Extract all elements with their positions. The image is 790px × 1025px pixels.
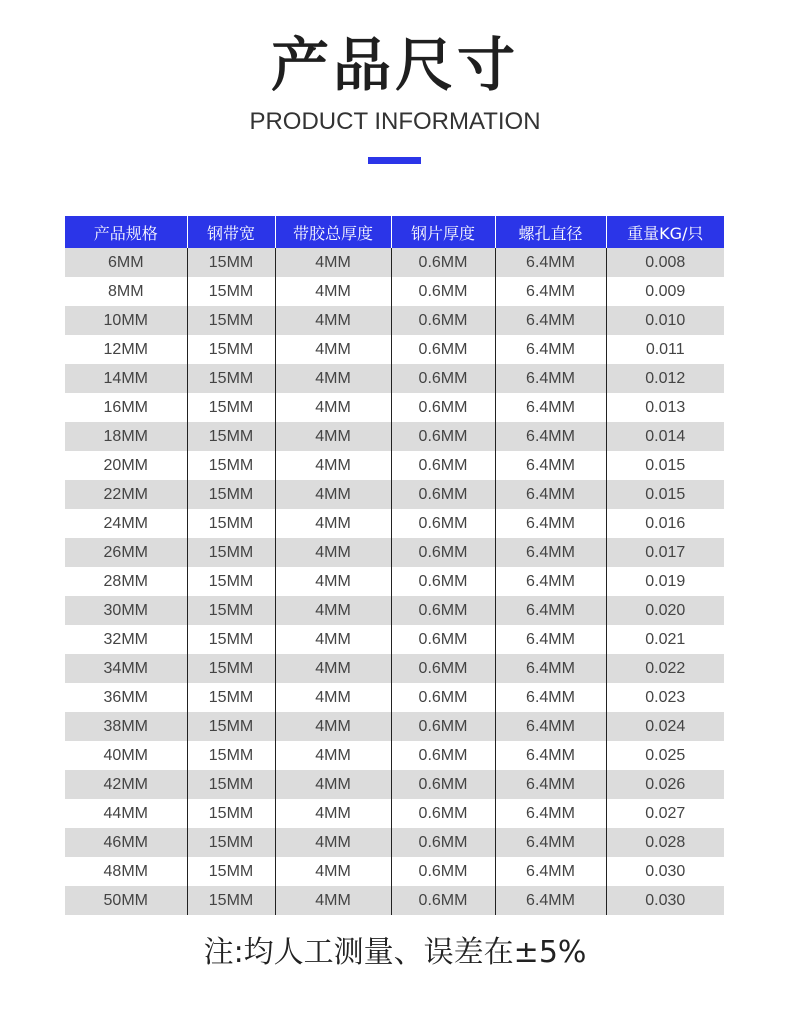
table-row: [65, 683, 724, 712]
table-cell: 16MM: [65, 393, 187, 422]
table-cell: 6.4MM: [495, 422, 606, 451]
table-row: [65, 422, 724, 451]
table-cell: 6.4MM: [495, 480, 606, 509]
table-cell: 0.6MM: [391, 306, 495, 335]
table-cell: 42MM: [65, 770, 187, 799]
table-cell: 0.015: [606, 451, 724, 480]
table-cell: 0.6MM: [391, 509, 495, 538]
column-header: 钢带宽: [187, 216, 275, 248]
table-row: [65, 306, 724, 335]
table-cell: 6.4MM: [495, 799, 606, 828]
table-cell: 6.4MM: [495, 538, 606, 567]
table-cell: 0.021: [606, 625, 724, 654]
table-cell: 20MM: [65, 451, 187, 480]
table-row: [65, 596, 724, 625]
table-cell: 0.6MM: [391, 625, 495, 654]
table-cell: 4MM: [275, 480, 391, 509]
table-cell: 15MM: [187, 567, 275, 596]
table-cell: 0.6MM: [391, 277, 495, 306]
table-body: [65, 248, 724, 915]
table-cell: 4MM: [275, 567, 391, 596]
table-cell: 0.030: [606, 857, 724, 886]
table-cell: 0.6MM: [391, 886, 495, 915]
table-cell: 15MM: [187, 857, 275, 886]
table-cell: 4MM: [275, 857, 391, 886]
table-cell: 0.6MM: [391, 567, 495, 596]
table-cell: 15MM: [187, 451, 275, 480]
table-cell: 0.026: [606, 770, 724, 799]
table-cell: 6.4MM: [495, 770, 606, 799]
table-row: [65, 625, 724, 654]
column-header: 螺孔直径: [495, 216, 606, 248]
table-cell: 50MM: [65, 886, 187, 915]
table-cell: 10MM: [65, 306, 187, 335]
column-header: 重量KG/只: [606, 216, 724, 248]
table-cell: 38MM: [65, 712, 187, 741]
table-row: [65, 828, 724, 857]
table-cell: 0.6MM: [391, 741, 495, 770]
table-row: [65, 712, 724, 741]
table-cell: 15MM: [187, 480, 275, 509]
table-cell: 14MM: [65, 364, 187, 393]
table-cell: 0.6MM: [391, 335, 495, 364]
table-cell: 4MM: [275, 683, 391, 712]
table-row: [65, 248, 724, 277]
table-cell: 6.4MM: [495, 393, 606, 422]
table-cell: 0.6MM: [391, 654, 495, 683]
table-cell: 0.6MM: [391, 393, 495, 422]
page-title: 产品尺寸: [270, 31, 519, 99]
table-cell: 4MM: [275, 277, 391, 306]
table-cell: 0.017: [606, 538, 724, 567]
spec-table: [65, 216, 724, 915]
table-cell: 28MM: [65, 567, 187, 596]
column-header: 钢片厚度: [391, 216, 495, 248]
table-cell: 0.6MM: [391, 451, 495, 480]
table-cell: 6.4MM: [495, 828, 606, 857]
table-cell: 6.4MM: [495, 625, 606, 654]
table-cell: 4MM: [275, 625, 391, 654]
table-header: [65, 216, 724, 248]
table-cell: 15MM: [187, 306, 275, 335]
table-cell: 0.6MM: [391, 596, 495, 625]
table-cell: 15MM: [187, 596, 275, 625]
table-cell: 4MM: [275, 335, 391, 364]
table-cell: 0.016: [606, 509, 724, 538]
column-header: 带胶总厚度: [275, 216, 391, 248]
table-cell: 15MM: [187, 509, 275, 538]
table-row: [65, 335, 724, 364]
table-cell: 0.6MM: [391, 712, 495, 741]
table-cell: 4MM: [275, 654, 391, 683]
table-cell: 8MM: [65, 277, 187, 306]
table-cell: 0.6MM: [391, 364, 495, 393]
table-cell: 26MM: [65, 538, 187, 567]
table-cell: 6.4MM: [495, 567, 606, 596]
table-cell: 0.009: [606, 277, 724, 306]
table-cell: 4MM: [275, 451, 391, 480]
table-cell: 4MM: [275, 799, 391, 828]
table-cell: 4MM: [275, 712, 391, 741]
table-cell: 6.4MM: [495, 451, 606, 480]
table-cell: 0.6MM: [391, 857, 495, 886]
table-cell: 15MM: [187, 422, 275, 451]
table-cell: 0.022: [606, 654, 724, 683]
table-cell: 4MM: [275, 393, 391, 422]
table-cell: 0.025: [606, 741, 724, 770]
table-cell: 0.6MM: [391, 538, 495, 567]
table-cell: 18MM: [65, 422, 187, 451]
table-cell: 0.6MM: [391, 683, 495, 712]
table-cell: 48MM: [65, 857, 187, 886]
table-cell: 15MM: [187, 828, 275, 857]
table-cell: 0.008: [606, 248, 724, 277]
table-cell: 6.4MM: [495, 335, 606, 364]
table-cell: 0.6MM: [391, 828, 495, 857]
table-cell: 15MM: [187, 538, 275, 567]
table-cell: 4MM: [275, 538, 391, 567]
table-row: [65, 451, 724, 480]
table-cell: 6.4MM: [495, 248, 606, 277]
table-cell: 0.020: [606, 596, 724, 625]
table-cell: 15MM: [187, 683, 275, 712]
table-cell: 6.4MM: [495, 712, 606, 741]
table-cell: 0.030: [606, 886, 724, 915]
table-cell: 6.4MM: [495, 277, 606, 306]
table-cell: 4MM: [275, 828, 391, 857]
table-cell: 12MM: [65, 335, 187, 364]
table-cell: 4MM: [275, 364, 391, 393]
table-cell: 0.6MM: [391, 770, 495, 799]
table-cell: 6.4MM: [495, 886, 606, 915]
table-row: [65, 480, 724, 509]
table-cell: 6.4MM: [495, 857, 606, 886]
table-cell: 6.4MM: [495, 654, 606, 683]
table-cell: 15MM: [187, 799, 275, 828]
header-row: [65, 216, 724, 248]
table-cell: 0.012: [606, 364, 724, 393]
table-cell: 0.6MM: [391, 799, 495, 828]
table-cell: 6.4MM: [495, 364, 606, 393]
table-row: [65, 364, 724, 393]
table-cell: 15MM: [187, 248, 275, 277]
table-cell: 0.024: [606, 712, 724, 741]
page-subtitle: PRODUCT INFORMATION: [249, 108, 541, 135]
table-cell: 32MM: [65, 625, 187, 654]
table-cell: 22MM: [65, 480, 187, 509]
table-cell: 15MM: [187, 335, 275, 364]
table-cell: 4MM: [275, 509, 391, 538]
table-cell: 0.027: [606, 799, 724, 828]
table-cell: 0.023: [606, 683, 724, 712]
table-cell: 24MM: [65, 509, 187, 538]
table-cell: 15MM: [187, 712, 275, 741]
table-cell: 15MM: [187, 654, 275, 683]
table-cell: 15MM: [187, 886, 275, 915]
table-cell: 4MM: [275, 248, 391, 277]
table-row: [65, 886, 724, 915]
table-cell: 6.4MM: [495, 509, 606, 538]
table-cell: 0.028: [606, 828, 724, 857]
table-cell: 6MM: [65, 248, 187, 277]
table-cell: 4MM: [275, 596, 391, 625]
table-cell: 15MM: [187, 741, 275, 770]
table-cell: 0.014: [606, 422, 724, 451]
table-cell: 6.4MM: [495, 683, 606, 712]
table-cell: 0.011: [606, 335, 724, 364]
table-cell: 6.4MM: [495, 741, 606, 770]
table-cell: 6.4MM: [495, 596, 606, 625]
table-row: [65, 654, 724, 683]
table-cell: 4MM: [275, 886, 391, 915]
table-row: [65, 538, 724, 567]
table-cell: 40MM: [65, 741, 187, 770]
table-cell: 15MM: [187, 277, 275, 306]
table-cell: 6.4MM: [495, 306, 606, 335]
table-cell: 36MM: [65, 683, 187, 712]
table-row: [65, 509, 724, 538]
table-row: [65, 857, 724, 886]
table-row: [65, 741, 724, 770]
table-cell: 4MM: [275, 422, 391, 451]
table-cell: 0.010: [606, 306, 724, 335]
table-cell: 0.6MM: [391, 422, 495, 451]
table-cell: 44MM: [65, 799, 187, 828]
table-cell: 4MM: [275, 306, 391, 335]
table-cell: 15MM: [187, 393, 275, 422]
table-cell: 4MM: [275, 770, 391, 799]
table-row: [65, 277, 724, 306]
table-cell: 30MM: [65, 596, 187, 625]
table-cell: 0.6MM: [391, 480, 495, 509]
table-cell: 0.015: [606, 480, 724, 509]
accent-bar: [368, 157, 421, 164]
table-cell: 15MM: [187, 364, 275, 393]
table-row: [65, 393, 724, 422]
table-cell: 34MM: [65, 654, 187, 683]
table-row: [65, 567, 724, 596]
footer-note: 注:均人工测量、误差在±5%: [203, 935, 587, 970]
table-cell: 0.013: [606, 393, 724, 422]
table-cell: 15MM: [187, 770, 275, 799]
table-cell: 4MM: [275, 741, 391, 770]
table-cell: 46MM: [65, 828, 187, 857]
table-cell: 0.019: [606, 567, 724, 596]
table-cell: 0.6MM: [391, 248, 495, 277]
table-cell: 15MM: [187, 625, 275, 654]
table-row: [65, 770, 724, 799]
table-row: [65, 799, 724, 828]
column-header: 产品规格: [65, 216, 187, 248]
